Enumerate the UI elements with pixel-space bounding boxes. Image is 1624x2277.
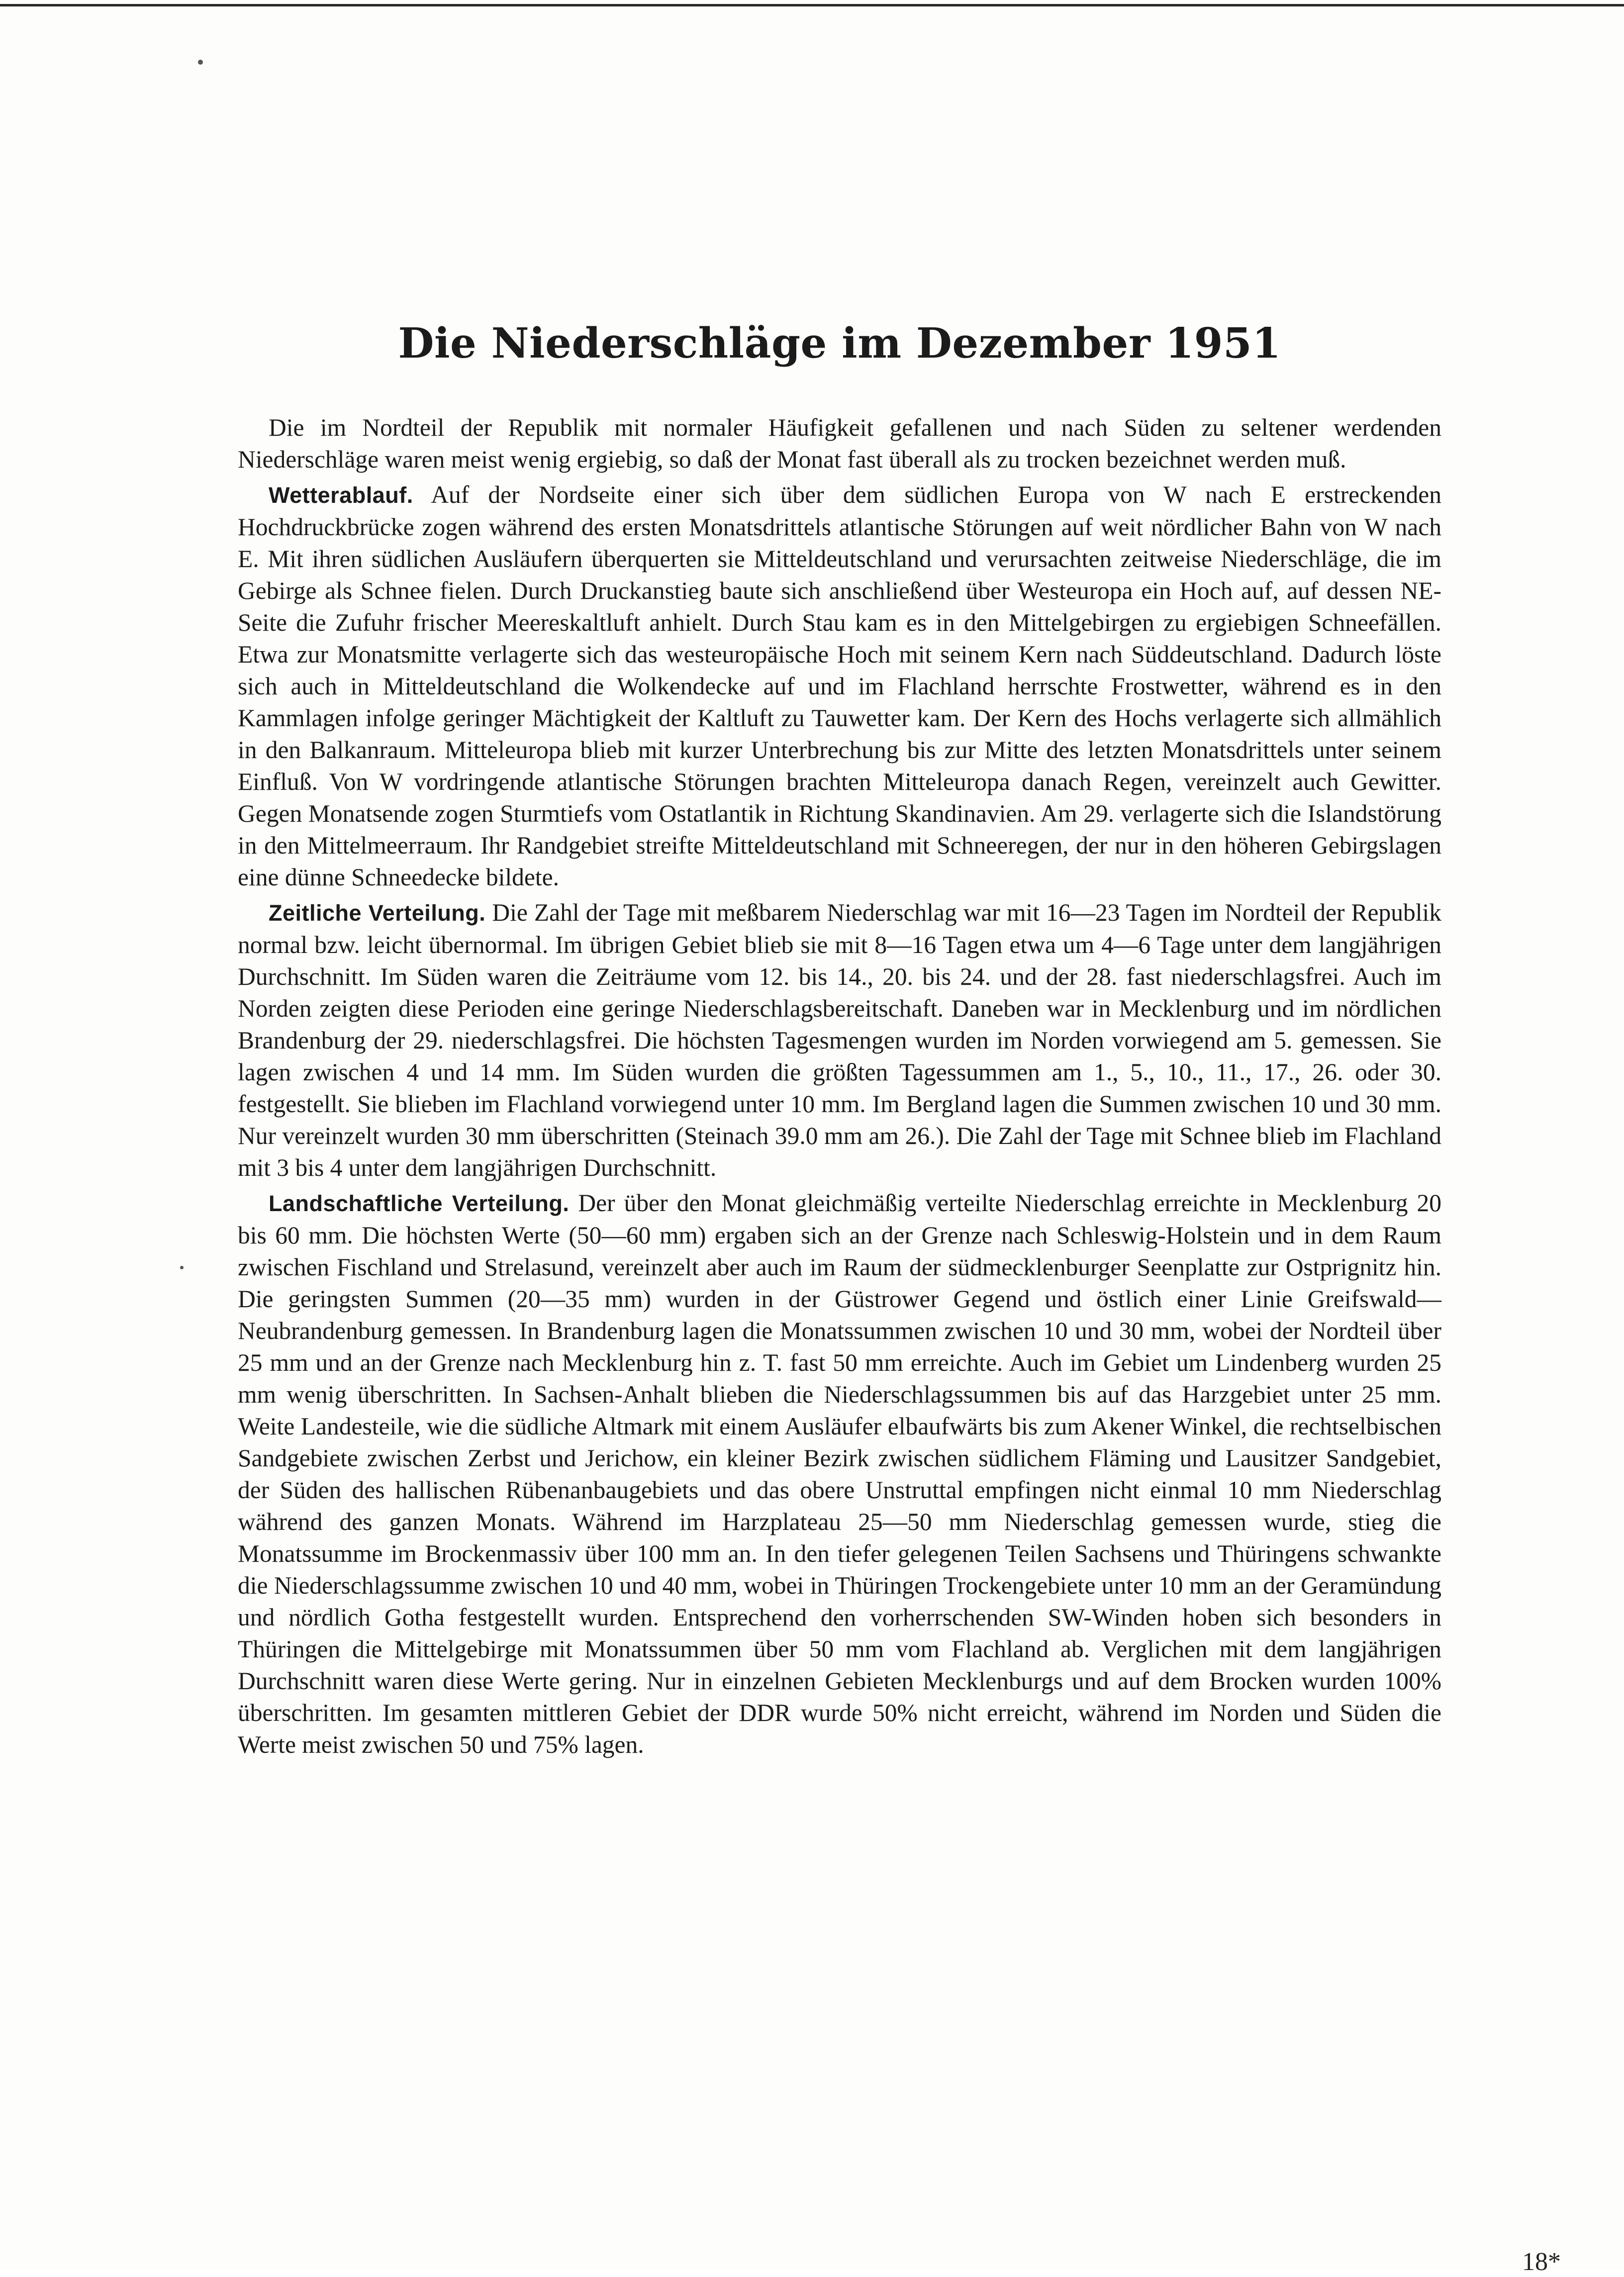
section-text: Die Zahl der Tage mit meßbarem Niederschlag war mit 16—23 Tagen im Nordteil der Republik normal bzw. leicht übernormal. Im übrigen Gebiet blieb sie mit 8—16 Tagen etwa um 4—6 Tage unter dem langjährigen Durchschnitt. Im Süden waren die Zeiträume vom 12. bis 14., 20. bis 24. und der 28. fast niederschlagsfrei. Auch im Norden zeigten diese Perioden eine geringe Niederschlagsbereitschaft. Daneben war in Mecklenburg und im nördlichen Brandenburg der 29. niederschlagsfrei. Die höchsten Tagesmengen wurden im Norden vorwiegend am 5. gemessen. Sie lagen zwischen 4 und 14 mm. Im Süden wurden die größten Tagessummen am 1., 5., 10., 11., 17., 26. oder 30. festgestellt. Sie blieben im Flachland vorwiegend unter 10 mm. Im Bergland lagen die Summen zwischen 10 und 30 mm. Nur vereinzelt wurden 30 mm überschritten (Steinach 39.0 mm am 26.). Die Zahl der Tage mit Schnee blieb im Flachland mit 3 bis 4 unter dem langjährigen Durchschnitt.	[238, 899, 1442, 1181]
section-heading: Landschaftliche Verteilung.	[269, 1191, 570, 1216]
section-heading: Wetterablauf.	[269, 482, 413, 508]
section-wetterablauf	[238, 479, 1441, 893]
paper-speck	[198, 60, 203, 65]
section-text: Auf der Nordseite einer sich über dem südlichen Europa von W nach E erstreckenden Hochdruckbrücke zogen während des ersten Monatsdrittels atlantische Störungen auf weit nördlicher Bahn von W nach E. Mit ihren südlichen Ausläufern überquerten sie Mitteldeutschland und verursachten zeitweise Niederschläge, die im Gebirge als Schnee fielen. Durch Druckanstieg baute sich anschließend über Westeuropa ein Hoch auf, auf dessen NE-Seite die Zufuhr frischer Meereskaltluft anhielt. Durch Stau kam es in den Mittelgebirgen zu ergiebigen Schneefällen. Etwa zur Monatsmitte verlagerte sich das westeuropäische Hoch mit seinem Kern nach Süddeutschland. Dadurch löste sich auch in Mitteldeutschland die Wolkendecke auf und im Flachland herrschte Frostwetter, während es in den Kammlagen infolge geringer Mächtigkeit der Kaltluft zu Tauwetter kam. Der Kern des Hochs verlagerte sich allmählich in den Balkanraum. Mitteleuropa blieb mit kurzer Unterbrechung bis zur Mitte des letzten Monatsdrittels unter seinem Einfluß. Von W vordringende atlantische Störungen brachten Mitteleuropa danach Regen, vereinzelt auch Gewitter. Gegen Monatsende zogen Sturmtiefs vom Ostatlantik in Richtung Skandinavien. Am 29. verlagerte sich die Islandstörung in den Mittelmeerraum. Ihr Randgebiet streifte Mitteldeutschland mit Schneeregen, der nur in den höheren Gebirgslagen eine dünne Schneedecke bildete.	[238, 481, 1441, 891]
intro-paragraph: Die im Nordteil der Republik mit normaler Häufigkeit gefallenen und nach Süden zu seltener werdenden Niederschläge waren meist wenig ergiebig, so daß der Monat fast überall als zu trocken bezeichnet werden muß.	[238, 414, 1441, 473]
section-landschaftliche-verteilung	[238, 1187, 1441, 1761]
section-text: Der über den Monat gleichmäßig verteilte Niederschlag erreichte in Mecklenburg 20 bis 60 mm. Die höchsten Werte (50—60 mm) ergaben sich an der Grenze nach Schleswig-Holstein und in dem Raum zwischen Fischland und Strelasund, vereinzelt aber auch im Raum der südmecklenburger Seenplatte zur Ostprignitz hin. Die geringsten Summen (20—35 mm) wurden in der Güstrower Gegend und östlich einer Linie Greifswald—Neubrandenburg gemessen. In Brandenburg lagen die Monatssummen zwischen 10 und 30 mm, wobei der Nordteil über 25 mm und an der Grenze nach Mecklenburg hin z. T. fast 50 mm erreichte. Auch im Gebiet um Lindenberg wurden 25 mm wenig überschritten. In Sachsen-Anhalt blieben die Niederschlagssummen bis auf das Harzgebiet unter 25 mm. Weite Landesteile, wie die südliche Altmark mit einem Ausläufer elbaufwärts bis zum Akener Winkel, die rechtselbischen Sandgebiete zwischen Zerbst und Jerichow, ein kleiner Bezirk zwischen südlichem Fläming und Lausitzer Sandgebiet, der Süden des hallischen Rübenanbaugebiets und das obere Unstruttal empfingen nicht einmal 10 mm Niederschlag während des ganzen Monats. Während im Harzplateau 25—50 mm Niederschlag gemessen wurde, stieg die Monatssumme im Brockenmassiv über 100 mm an. In den tiefer gelegenen Teilen Sachsens und Thüringens schwankte die Niederschlagssumme zwischen 10 und 40 mm, wobei in Thüringen Trockengebiete unter 10 mm an der Geramündung und nördlich Gotha festgestellt wurden. Entsprechend den vorherrschenden SW-Winden hoben sich besonders in Thüringen die Mittelgebirge mit Monatssummen über 50 mm vom Flachland ab. Verglichen mit dem langjährigen Durchschnitt waren diese Werte gering. Nur in einzelnen Gebieten Mecklenburgs und auf dem Brocken wurden 100% überschritten. Im gesamten mittleren Gebiet der DDR wurde 50% nicht erreicht, während im Norden und Süden die Werte meist zwischen 50 und 75% lagen.	[238, 1189, 1442, 1758]
page-title: Die Niederschläge im Dezember 1951	[398, 319, 1281, 368]
document-page	[238, 318, 1441, 1764]
page-number: 18*	[1522, 2248, 1561, 2276]
section-zeitliche-verteilung	[238, 897, 1441, 1184]
top-border-line	[0, 4, 1624, 6]
section-heading: Zeitliche Verteilung.	[269, 900, 486, 926]
paper-speck	[180, 1266, 184, 1269]
